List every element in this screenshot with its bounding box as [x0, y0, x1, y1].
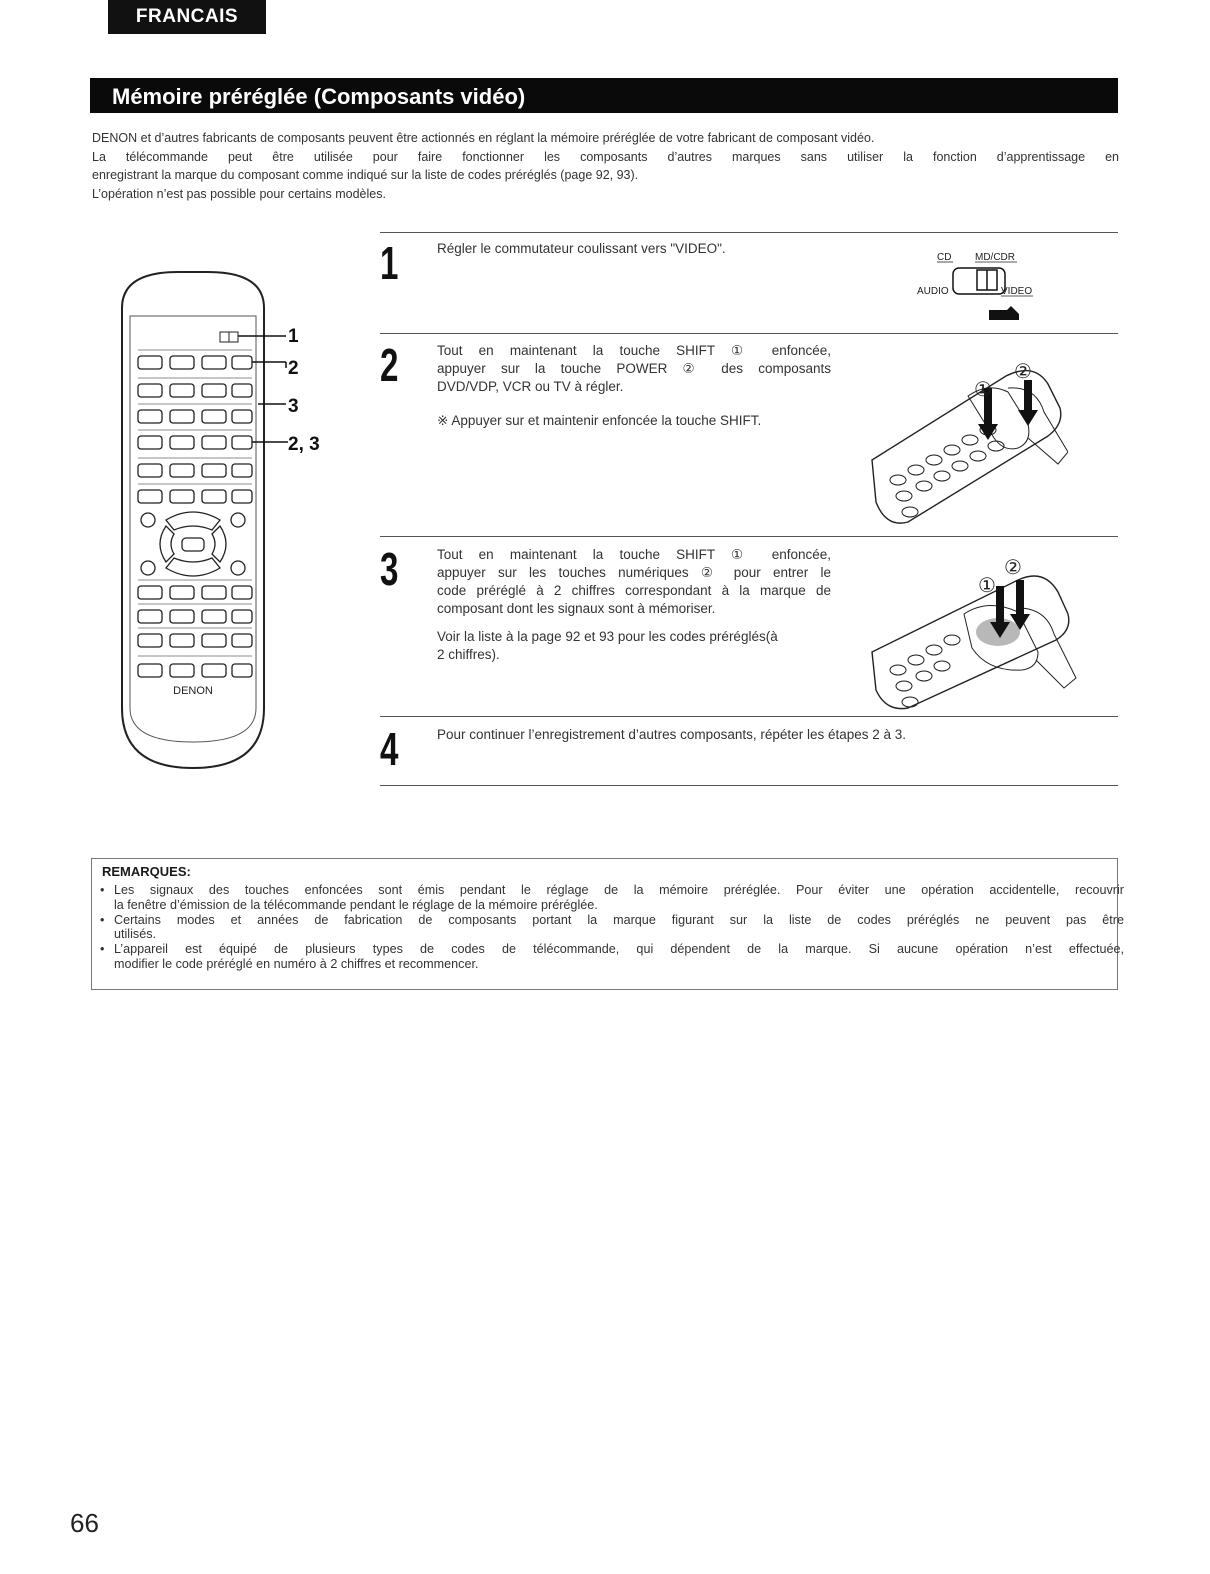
- intro-paragraph: [92, 129, 1119, 203]
- intro-line: enregistrant la marque du composant comme indiqué sur la liste de codes préréglés (page 92, 93).: [92, 168, 639, 182]
- step-4-text: Pour continuer l’enregistrement d’autres composants, répéter les étapes 2 à 3.: [437, 727, 907, 742]
- step-divider: [380, 785, 1118, 786]
- step-3-line: code préréglé à 2 chiffres correspondant à la marque de: [437, 583, 831, 598]
- step-1-number: 1: [380, 237, 399, 289]
- step-3-line: appuyer sur les touches numériques ② pour entrer le: [437, 565, 831, 580]
- step-divider: [380, 536, 1118, 537]
- step-2-note: ※ Appuyer sur et maintenir enfoncée la touche SHIFT.: [437, 413, 762, 428]
- step-2-line: Tout en maintenant la touche SHIFT ① enfoncée,: [437, 343, 831, 358]
- step-3-number: 3: [380, 543, 399, 595]
- slide-switch-illustration: [915, 244, 1040, 322]
- step-3-note: Voir la liste à la page 92 et 93 pour les codes préréglés(à: [437, 629, 778, 644]
- remark-text: • Certains modes et années de fabrication de composants portant la marque figurant sur la liste de codes préréglés ne peuvent pas être: [114, 912, 1124, 927]
- switch-label-video: VIDEO: [1001, 286, 1033, 297]
- switch-label-mdcdr: MD/CDR: [975, 252, 1015, 263]
- switch-label-audio: AUDIO: [917, 286, 949, 297]
- remarks-list: [92, 883, 1124, 972]
- remark-text: la fenêtre d’émission de la télécommande pendant le réglage de la mémoire préréglée.: [114, 897, 598, 912]
- remark-text: • Les signaux des touches enfoncées sont émis pendant le réglage de la mémoire préréglée. Pour éviter une opération accidentelle, recouvrir: [114, 883, 1124, 897]
- callout-2-3: 2, 3: [288, 434, 320, 455]
- marker-1: ①: [974, 377, 992, 401]
- step-3-note: 2 chiffres).: [437, 647, 500, 662]
- step-2-text: [437, 342, 831, 430]
- step-divider: [380, 716, 1118, 717]
- step-divider: [380, 232, 1118, 233]
- step-3-text: [437, 546, 831, 664]
- step-3-line: Tout en maintenant la touche SHIFT ① enfoncée,: [437, 547, 831, 562]
- step-3-line: composant dont les signaux sont à mémoriser.: [437, 601, 716, 616]
- remark-item: [114, 913, 1124, 943]
- remark-item: [114, 942, 1124, 972]
- step-1-text: Régler le commutateur coulissant vers "VIDEO".: [437, 241, 726, 256]
- intro-line: DENON et d’autres fabricants de composants peuvent être actionnés en réglant la mémoire préréglée de votre fabricant de composant vidéo.: [92, 131, 875, 145]
- remark-item: [114, 883, 1124, 913]
- remark-text: modifier le code préréglé en numéro à 2 chiffres et recommencer.: [114, 956, 479, 971]
- intro-line: La télécommande peut être utilisée pour faire fonctionner les composants d’autres marques sans utiliser la fonction d’apprentissage en: [92, 149, 1119, 164]
- step-2-line: appuyer sur la touche POWER ② des composants: [437, 361, 831, 376]
- marker-2: ②: [1014, 359, 1032, 383]
- remark-text: • L’appareil est équipé de plusieurs types de codes de télécommande, qui dépendent de la marque. Si aucune opération n’est effectuée,: [114, 942, 1124, 957]
- callout-3: 3: [288, 396, 299, 417]
- step-4-number: 4: [380, 723, 399, 775]
- language-tab: FRANCAIS: [108, 0, 266, 34]
- marker-1: ①: [978, 573, 996, 597]
- switch-label-cd: CD: [937, 252, 952, 263]
- remote-brand: DENON: [173, 685, 213, 697]
- remote-control-illustration: [108, 268, 348, 778]
- step-2-line: DVD/VDP, VCR ou TV à régler.: [437, 379, 624, 394]
- callout-2: 2: [288, 358, 299, 379]
- step-2-number: 2: [380, 339, 399, 391]
- marker-2: ②: [1004, 555, 1022, 579]
- intro-line: L’opération n’est pas possible pour certains modèles.: [92, 186, 386, 201]
- remote-hand-illustration-step3: [868, 552, 1078, 712]
- section-title: Mémoire préréglée (Composants vidéo): [112, 84, 526, 109]
- remark-text: utilisés.: [114, 927, 156, 942]
- step-divider: [380, 333, 1118, 334]
- remote-hand-illustration-step2: [868, 352, 1068, 528]
- callout-1: 1: [288, 326, 299, 347]
- remarks-box: [91, 858, 1124, 990]
- page-number: 66: [70, 1508, 99, 1538]
- remarks-heading: REMARQUES:: [102, 864, 191, 879]
